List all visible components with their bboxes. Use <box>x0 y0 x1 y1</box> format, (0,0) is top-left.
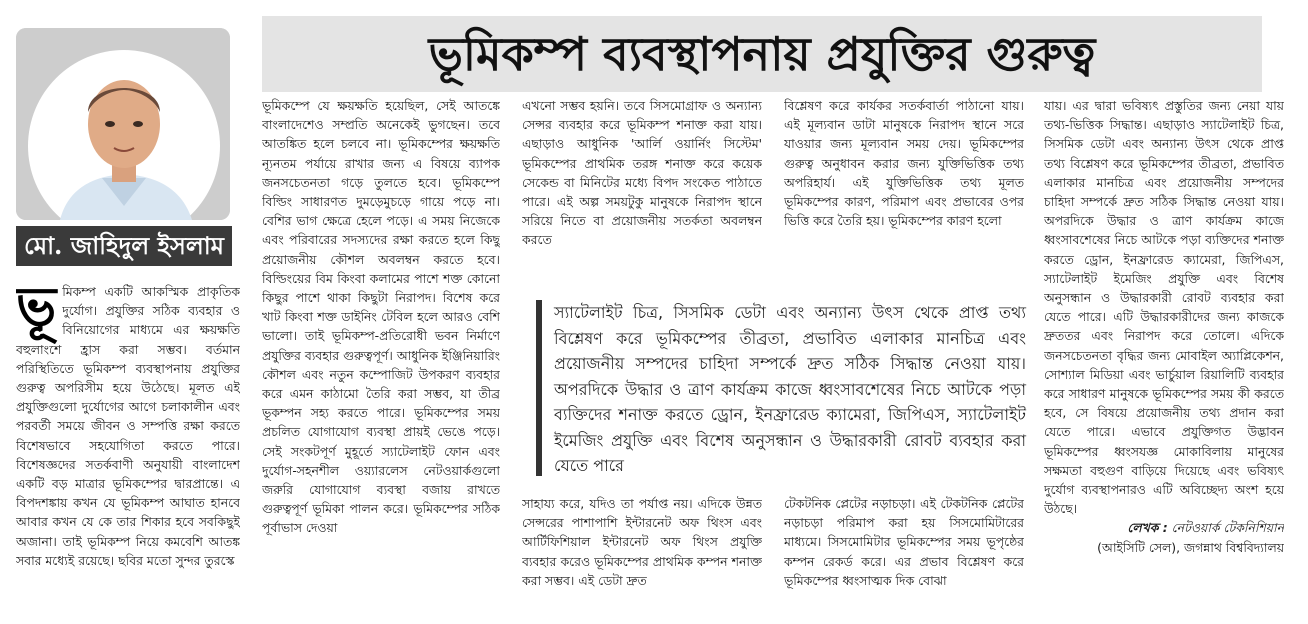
column-4-bottom <box>784 494 1024 618</box>
pull-quote <box>536 300 1026 476</box>
column-3-top-text: এখনো সম্ভব হয়নি। তবে সিসমোগ্রাফ ও অন্যান্য সেন্সর ব্যবহার করে ভূমিকম্প শনাক্ত করা যায়। এছাড়াও আধুনিক 'আর্লি ওয়ার্নিং সিস্টেম' ভূমিকম্পের প্রাথমিক তরঙ্গ শনাক্ত করে কয়েক সেকেন্ড বা মিনিটের মধ্যে বিপদ সংকেত পাঠাতে পারে। এই অল্প সময়টুকু মানুষকে নিরাপদ স্থানে সরিয়ে নিতে বা প্রয়োজনীয় সতর্কতা অবলম্বন করতে <box>522 98 762 248</box>
column-1 <box>16 282 240 618</box>
column-1-text: মিকম্প একটি আকস্মিক প্রাকৃতিক দুর্যোগ। প্রযুক্তির সঠিক ব্যবহার ও বিনিয়োগের মাধ্যমে এর ক্ষয়ক্ষতি বহুলাংশে হ্রাস করা সম্ভব। বর্তমান পরিস্থিতিতে ভূমিকম্প ব্যবস্থাপনায় প্রযুক্তির গুরুত্ব অপরিসীম হয়ে উঠেছে। মূলত এই প্রযুক্তিগুলো দুর্যোগের আগে চলাকালীন এবং পরবর্তী সময়ে জীবন ও সম্পত্তি রক্ষা করতে বিশেষভাবে সহযোগিতা করতে পারে। বিশেষজ্ঞদের সতর্কবাণী অনুযায়ী বাংলাদেশ একটি বড় মাত্রার ভূমিকম্পের দ্বারপ্রান্তে। এ বিপদশঙ্কায় কখন যে ভূমিকম্প আঘাত হানবে আবার কখন যে কে তার শিকার হবে সবকিছুই অজানা। তাই ভূমিকম্প নিয়ে কমবেশি আতঙ্ক সবার মধ্যেই রয়েছে। ছবির মতো সুন্দর তুরস্কে <box>16 284 240 568</box>
byline-label: লেখক : <box>1127 520 1168 536</box>
dropcap: ভূ <box>16 282 57 338</box>
column-5 <box>1044 96 1284 620</box>
byline-affiliation: (আইসিটি সেল), জগন্নাথ বিশ্ববিদ্যালয় <box>1097 539 1284 555</box>
column-3-bottom <box>522 494 762 618</box>
column-2 <box>262 96 500 618</box>
column-2-text: ভূমিকম্পে যে ক্ষয়ক্ষতি হয়েছিল, সেই আতঙ্কে বাংলাদেশেও সম্প্রতি অনেকেই ভুগছেন। তবে আতঙ্কিত হলে চলবে না। ভূমিকম্পের ক্ষয়ক্ষতি ন্যূনতম পর্যায়ে রাখার জন্য এ বিষয়ে ব্যাপক জনসচেতনতা গড়ে তুলতে হবে। ভূমিকম্পে বিল্ডিং সাধারণত দুমড়েমুচড়ে গায়ে পড়ে না। বেশির ভাগ ক্ষেত্রে হেলে পড়ে। এ সময় নিজেকে এবং পরিবারের সদস্যদের রক্ষা করতে হলে কিছু প্রয়োজনীয় কৌশল অবলম্বন করতে হবে। বিল্ডিংয়ের বিম কিংবা কলামের পাশে শক্ত কোনো কিছুর পাশে থাকা কিছুটা নিরাপদ। বিশেষ করে খাট কিংবা শক্ত ডাইনিং টেবিল হলে আরও বেশি ভালো। তাই ভূমিকম্প-প্রতিরোধী ভবন নির্মাণে প্রযুক্তির ব্যবহার গুরুত্বপূর্ণ। আধুনিক ইঞ্জিনিয়ারিং কৌশল এবং নতুন কম্পোজিট উপকরণ ব্যবহার করে এমন কাঠামো তৈরি করা সম্ভব, যা তীব্র ভূকম্পন সহ্য করতে পারে। ভূমিকম্পের সময় প্রচলিত যোগাযোগ ব্যবস্থা প্রায়ই ভেঙে পড়ে। সেই সংকটপূর্ণ মুহূর্তে স্যাটেলাইট ফোন এবং দুর্যোগ-সহনশীল ওয়্যারলেস নেটওয়ার্কগুলো জরুরি যোগাযোগ ব্যবস্থা বজায় রাখতে গুরুত্বপূর্ণ ভূমিকা পালন করে। ভূমিকম্পের সঠিক পূর্বাভাস দেওয়া <box>262 98 500 536</box>
column-4-top <box>784 96 1024 268</box>
column-4-bottom-text: টেকটনিক প্লেটের নড়াচড়া। এই টেকটনিক প্লেটের নড়াচড়া পরিমাপ করা হয় সিসমোমিটারের মাধ্যমে। সিসমোমিটার ভূমিকম্পের সময় ভূপৃষ্ঠের কম্পন রেকর্ড করে। এর প্রভাব বিশ্লেষণ করে ভূমিকম্পের ধ্বংসাত্মক দিক বোঝা <box>784 496 1024 588</box>
column-3-top <box>522 96 762 268</box>
author-photo <box>16 28 230 220</box>
column-4-top-text: বিশ্লেষণ করে কার্যকর সতর্কবার্তা পাঠানো যায়। এই মূল্যবান ডাটা মানুষকে নিরাপদ স্থানে সরে যাওয়ার জন্য মূল্যবান সময় দেয়। ভূমিকম্পের গুরুত্ব অনুধাবন করার জন্য যুক্তিভিত্তিক তথ্য অপরিহার্য। এই যুক্তিভিত্তিক তথ্য মূলত ভূমিকম্পের কারণ, পরিমাপ এবং প্রভাবের ওপর ভিত্তি করে তৈরি হয়। ভূমিকম্পের কারণ হলো <box>784 98 1024 229</box>
author-portrait-icon <box>16 28 230 220</box>
headline: ভূমিকম্প ব্যবস্থাপনায় প্রযুক্তির গুরুত্ব <box>428 27 1096 81</box>
byline-role: নেটওয়ার্ক টেকনিশিয়ান <box>1171 520 1284 536</box>
byline <box>1044 518 1284 537</box>
pull-quote-text: স্যাটেলাইট চিত্র, সিসমিক ডেটা এবং অন্যান্য উৎস থেকে প্রাপ্ত তথ্য বিশ্লেষণ করে ভূমিকম্পের তীব্রতা, প্রভাবিত এলাকার মানচিত্র এবং প্রয়োজনীয় সম্পদের চাহিদা সম্পর্কে দ্রুত সঠিক সিদ্ধান্ত নেওয়া যায়। অপরদিকে উদ্ধার ও ত্রাণ কার্যক্রম কাজে ধ্বংসাবশেষের নিচে আটকে পড়া ব্যক্তিদের শনাক্ত করতে ড্রোন, ইনফ্রারেড ক্যামেরা, জিপিএস, স্যাটেলাইট ইমেজিং প্রযুক্তি এবং বিশেষ অনুসন্ধান ও উদ্ধারকারী রোবট ব্যবহার করা যেতে পারে <box>554 303 1026 475</box>
column-3-bottom-text: সাহায্য করে, যদিও তা পর্যাপ্ত নয়। এদিকে উন্নত সেন্সরের পাশাপাশি ইন্টারনেট অফ থিংস এবং আর্টিফিশিয়াল ইন্টারনেট অফ থিংস প্রযুক্তি ব্যবহার করেও ভূমিকম্পের প্রাথমিক কম্পন শনাক্ত করা সম্ভব। এই ডেটা দ্রুত <box>522 496 762 588</box>
column-5-text: যায়। এর দ্বারা ভবিষ্যৎ প্রস্তুতির জন্য নেয়া যায় তথ্য-ভিত্তিক সিদ্ধান্ত। এছাড়াও স্যাটেলাইট চিত্র, সিসমিক ডেটা এবং অন্যান্য উৎস থেকে প্রাপ্ত তথ্য বিশ্লেষণ করে ভূমিকম্পের তীব্রতা, প্রভাবিত এলাকার মানচিত্র এবং প্রয়োজনীয় সম্পদের চাহিদা সম্পর্কে দ্রুত সঠিক সিদ্ধান্ত নেওয়া যায়। অপরদিকে উদ্ধার ও ত্রাণ কার্যক্রম কাজে ধ্বংসাবশেষের নিচে আটকে পড়া ব্যক্তিদের শনাক্ত করতে ড্রোন, ইনফ্রারেড ক্যামেরা, জিপিএস, স্যাটেলাইট ইমেজিং প্রযুক্তি এবং বিশেষ অনুসন্ধান ও উদ্ধারকারী রোবট ব্যবহার করা যেতে পারে। এটি উদ্ধারকারীদের জন্য কাজকে দ্রুততর এবং নিরাপদ করে তোলে। এদিকে জনসচেতনতা বৃদ্ধির জন্য মোবাইল অ্যাপ্লিকেশন, সোশ্যাল মিডিয়া এবং ভার্চুয়াল রিয়ালিটি ব্যবহার করে সাধারণ মানুষকে ভূমিকম্পের সময় কী করতে হবে, সে বিষয়ে প্রয়োজনীয় তথ্য প্রদান করা যেতে পারে। এভাবে প্রযুক্তিগত উদ্ভাবন ভূমিকম্পের ধ্বংসযজ্ঞ মোকাবিলায় মানুষের সক্ষমতা বহুগুণ বাড়িয়ে দিয়েছে এবং ভবিষ্যৎ দুর্যোগ ব্যবস্থাপনারও এটি অবিচ্ছেদ্য অংশ হয়ে উঠছে। <box>1044 98 1284 517</box>
author-name: মো. জাহিদুল ইসলাম <box>16 226 232 266</box>
